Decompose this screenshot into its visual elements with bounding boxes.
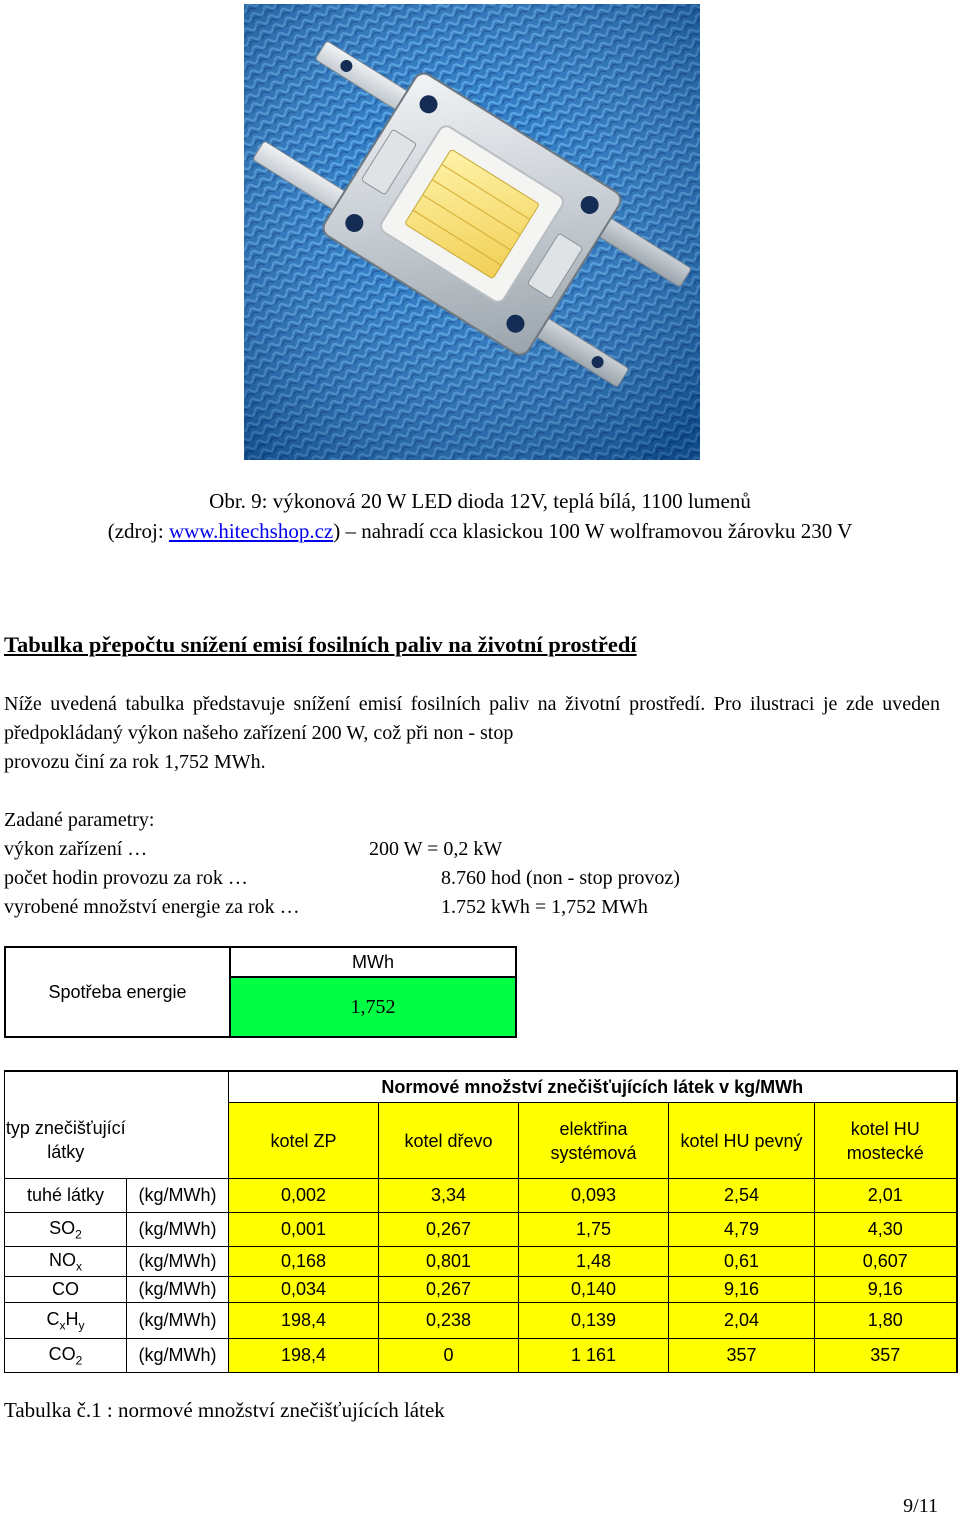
- section-title: Tabulka přepočtu snížení emisí fosilních paliv na životní prostředí: [4, 632, 637, 657]
- table-row: [5, 1303, 957, 1339]
- column-header: elektřina systémová: [519, 1103, 669, 1179]
- intro-paragraph-last: provozu činí za rok 1,752 MWh.: [4, 751, 266, 773]
- param-label: vyrobené množství energie za rok …: [4, 896, 300, 918]
- value-cell: 198,4: [229, 1303, 379, 1339]
- pollutant-subscript: 2: [75, 1353, 83, 1368]
- unit-cell: (kg/MWh): [127, 1247, 229, 1277]
- value-cell: 0,61: [669, 1247, 815, 1277]
- value-cell: 2,01: [815, 1179, 957, 1213]
- table-row: [5, 1213, 957, 1247]
- value-cell: 0,139: [519, 1303, 669, 1339]
- energy-value: 1,752: [230, 977, 516, 1037]
- table-row: [5, 1247, 957, 1277]
- value-cell: 0,267: [379, 1277, 519, 1303]
- energy-table: [4, 946, 517, 1038]
- table-caption: Tabulka č.1 : normové množství znečišťujících látek: [4, 1398, 445, 1422]
- intro-paragraph-main: Níže uvedená tabulka představuje snížení emisí fosilních paliv na životní prostředí. Pro ilustraci je zde uveden předpokládaný výkon našeho zařízení 200 W, což při non - stop: [4, 693, 940, 744]
- value-cell: 0,140: [519, 1277, 669, 1303]
- unit-cell: (kg/MWh): [127, 1179, 229, 1213]
- param-row: [4, 835, 503, 864]
- pollutant-subscript: 2: [75, 1227, 82, 1242]
- pollutant-name: [5, 1277, 127, 1303]
- column-header: kotel ZP: [229, 1103, 379, 1179]
- param-value: 1.752 kWh = 1,752 MWh: [441, 896, 648, 918]
- pollutant-symbol: NO: [49, 1249, 76, 1270]
- value-cell: 1,48: [519, 1247, 669, 1277]
- pollutant-symbol: SO: [49, 1217, 76, 1238]
- value-cell: 4,30: [815, 1213, 957, 1247]
- pollutant-symbol: tuhé látky: [26, 1185, 105, 1205]
- page-number: 9/11: [903, 1495, 938, 1517]
- unit-cell: (kg/MWh): [127, 1277, 229, 1303]
- pollutant-symbol: C: [46, 1308, 60, 1329]
- value-cell: 0,168: [229, 1247, 379, 1277]
- value-cell: 0,001: [229, 1213, 379, 1247]
- param-label: výkon zařízení …: [4, 838, 148, 860]
- value-cell: 0: [379, 1339, 519, 1373]
- value-cell: 357: [815, 1339, 957, 1373]
- param-value: 200 W = 0,2 kW: [369, 838, 503, 860]
- column-header: kotel HU pevný: [669, 1103, 815, 1179]
- energy-unit: MWh: [230, 947, 516, 977]
- pollutant-name: [5, 1213, 127, 1247]
- emissions-title: Normové množství znečišťujících látek v kg/MWh: [229, 1071, 957, 1103]
- value-cell: 9,16: [669, 1277, 815, 1303]
- intro-paragraph: [4, 690, 940, 777]
- value-cell: 1,75: [519, 1213, 669, 1247]
- emissions-body: [5, 1179, 957, 1373]
- parameters-block: [4, 806, 680, 922]
- table-corner: [5, 1071, 229, 1103]
- unit-cell: (kg/MWh): [127, 1213, 229, 1247]
- value-cell: 1,80: [815, 1303, 957, 1339]
- param-label: počet hodin provozu za rok …: [4, 867, 248, 889]
- table-row: [5, 1179, 957, 1213]
- emissions-table: [4, 1070, 958, 1373]
- value-cell: 0,093: [519, 1179, 669, 1213]
- pollutant-name: [5, 1247, 127, 1277]
- source-link[interactable]: www.hitechshop.cz: [168, 519, 334, 543]
- pollutant-symbol: CO: [52, 1279, 79, 1299]
- value-cell: 2,54: [669, 1179, 815, 1213]
- pollutant-subscript: x: [59, 1318, 66, 1333]
- unit-cell: (kg/MWh): [127, 1303, 229, 1339]
- parameters-title: Zadané parametry:: [4, 809, 155, 831]
- value-cell: 0,002: [229, 1179, 379, 1213]
- value-cell: 0,267: [379, 1213, 519, 1247]
- table-row: [5, 1277, 957, 1303]
- value-cell: 0,034: [229, 1277, 379, 1303]
- figure-caption-line2: [0, 519, 960, 544]
- pollutant-symbol: CO: [48, 1343, 76, 1364]
- unit-header-empty: [127, 1103, 229, 1179]
- value-cell: 0,238: [379, 1303, 519, 1339]
- energy-label: Spotřeba energie: [5, 947, 230, 1037]
- value-cell: 4,79: [669, 1213, 815, 1247]
- param-row: [4, 893, 648, 922]
- value-cell: 357: [669, 1339, 815, 1373]
- value-cell: 1 161: [519, 1339, 669, 1373]
- table-row: [5, 1339, 957, 1373]
- caption-prefix: (zdroj:: [107, 519, 169, 543]
- column-header: kotel HU mostecké: [815, 1103, 957, 1179]
- caption-suffix: ) – nahradí cca klasickou 100 W wolframovou žárovku 230 V: [333, 519, 853, 543]
- figure-caption-line1: Obr. 9: výkonová 20 W LED dioda 12V, teplá bílá, 1100 lumenů: [209, 489, 751, 513]
- value-cell: 2,04: [669, 1303, 815, 1339]
- unit-cell: (kg/MWh): [127, 1339, 229, 1373]
- pollutant-symbol-part: H: [65, 1308, 79, 1329]
- column-header: kotel dřevo: [379, 1103, 519, 1179]
- row-header: typ znečišťující látky: [5, 1103, 127, 1179]
- value-cell: 0,801: [379, 1247, 519, 1277]
- led-module-photo: [244, 4, 700, 460]
- value-cell: 9,16: [815, 1277, 957, 1303]
- value-cell: 198,4: [229, 1339, 379, 1373]
- value-cell: 3,34: [379, 1179, 519, 1213]
- value-cell: 0,607: [815, 1247, 957, 1277]
- pollutant-name: [5, 1339, 127, 1373]
- pollutant-subscript: y: [78, 1318, 85, 1333]
- param-row: [4, 864, 680, 893]
- param-value: 8.760 hod (non - stop provoz): [441, 867, 680, 889]
- pollutant-name: [5, 1303, 127, 1339]
- pollutant-subscript: x: [76, 1259, 82, 1274]
- pollutant-name: [5, 1179, 127, 1213]
